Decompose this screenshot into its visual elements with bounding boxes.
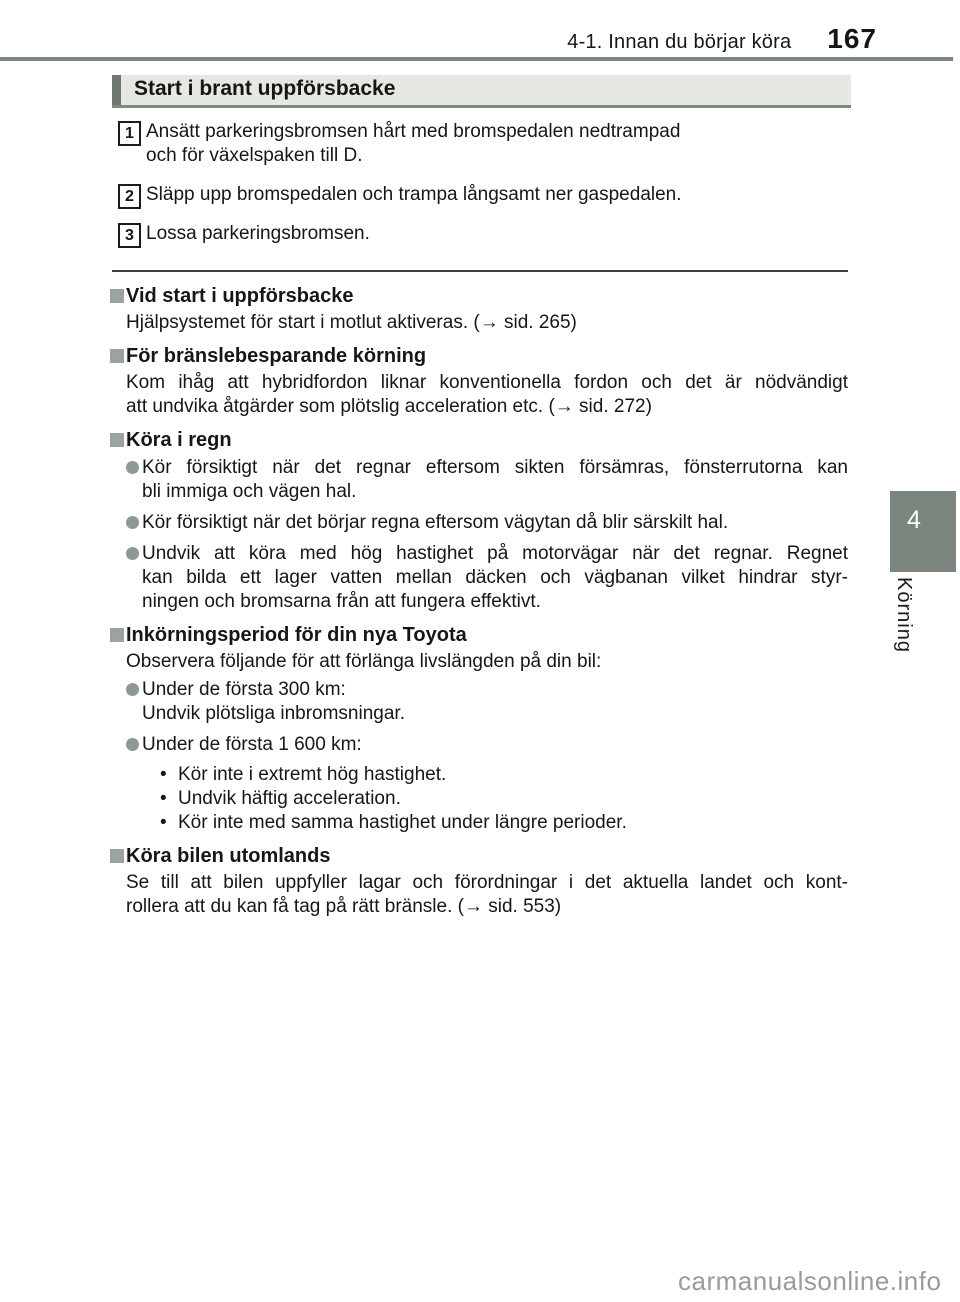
text-line-content: Lossa parkeringsbromsen. bbox=[146, 223, 370, 244]
text-line-content: rollera att du kan få tag på rätt bränsle. (→ sid. 553) bbox=[126, 896, 562, 917]
page-number: 167 bbox=[827, 23, 877, 54]
sub-bullet-text: Kör inte i extremt hög hastighet. bbox=[178, 764, 447, 785]
step-number-box: 1 bbox=[118, 121, 141, 146]
text-line bbox=[142, 566, 848, 590]
section-heading bbox=[126, 284, 848, 308]
section-title: För bränslebesparande körning bbox=[126, 345, 427, 367]
text-line-content: och för växelspaken till D. bbox=[146, 145, 363, 166]
bullet-icon bbox=[126, 516, 139, 529]
text-line-content: Kör försiktigt när det börjar regna eftersom vägytan då blir särskilt hal. bbox=[142, 512, 729, 533]
text-line-content: Hjälpsystemet för start i motlut aktiveras. (→ sid. 265) bbox=[126, 312, 577, 333]
info-section bbox=[126, 344, 848, 419]
watermark: carmanualsonline.info bbox=[678, 1266, 942, 1296]
text-line bbox=[142, 590, 848, 614]
text-line bbox=[126, 895, 848, 919]
bullet-item bbox=[126, 511, 848, 535]
text-line-content: kan bilda ett lager vatten mellan däcken och vägbanan vilket hindrar styr- bbox=[142, 567, 848, 588]
bullet-item bbox=[126, 456, 848, 504]
text-line bbox=[146, 144, 848, 168]
bullet-icon bbox=[126, 738, 139, 751]
text-line bbox=[146, 222, 848, 246]
page-header bbox=[567, 23, 877, 55]
bullet-item bbox=[126, 678, 848, 726]
chapter-label: Körning bbox=[893, 577, 915, 653]
sub-bullet-icon: • bbox=[160, 812, 167, 833]
text-line bbox=[126, 871, 848, 895]
text-line-content: ningen och bromsarna från att fungera effektivt. bbox=[142, 591, 541, 612]
info-sections bbox=[126, 284, 848, 919]
section-square-icon bbox=[110, 433, 124, 447]
sub-bullet-text: Kör inte med samma hastighet under längre perioder. bbox=[178, 812, 627, 833]
bullet-item bbox=[126, 733, 848, 757]
text-line bbox=[126, 395, 848, 419]
section-square-icon bbox=[110, 628, 124, 642]
info-section bbox=[126, 844, 848, 919]
text-line bbox=[142, 480, 848, 504]
info-section bbox=[126, 284, 848, 335]
section-title: Köra bilen utomlands bbox=[126, 845, 331, 867]
text-line bbox=[146, 183, 848, 207]
topic-title-bar bbox=[112, 75, 851, 108]
text-line-content: Släpp upp bromspedalen och trampa långsamt ner gaspedalen. bbox=[146, 184, 682, 205]
bullet-text bbox=[142, 511, 848, 535]
bullet-text bbox=[142, 733, 848, 757]
text-line bbox=[142, 702, 848, 726]
text-line bbox=[142, 511, 848, 535]
text-line bbox=[146, 120, 848, 144]
bullet-item bbox=[126, 542, 848, 614]
info-section bbox=[126, 623, 848, 835]
text-line-content: Under de första 300 km: bbox=[142, 679, 346, 700]
section-heading bbox=[126, 623, 848, 647]
bullet-text bbox=[142, 678, 848, 726]
page-content bbox=[126, 108, 848, 919]
bullet-text bbox=[142, 456, 848, 504]
step-item bbox=[118, 222, 848, 246]
section-title: Köra i regn bbox=[126, 429, 232, 451]
section-heading bbox=[126, 344, 848, 368]
text-line-content: Under de första 1 600 km: bbox=[142, 734, 362, 755]
title-accent-bar bbox=[112, 75, 121, 105]
bullet-icon bbox=[126, 683, 139, 696]
section-divider bbox=[112, 270, 848, 272]
text-line-content: Observera följande för att förlänga livslängden på din bil: bbox=[126, 651, 602, 672]
info-section bbox=[126, 428, 848, 614]
text-line bbox=[142, 456, 848, 480]
bullet-icon bbox=[126, 461, 139, 474]
sub-bullet-text: Undvik häftig acceleration. bbox=[178, 788, 401, 809]
instruction-steps bbox=[126, 120, 848, 246]
bullet-text bbox=[142, 542, 848, 614]
text-line-content: Ansätt parkeringsbromsen hårt med bromspedalen nedtrampad bbox=[146, 121, 681, 142]
sub-bullet-item bbox=[160, 787, 848, 811]
page-title: Start i brant uppförsbacke bbox=[134, 77, 396, 100]
text-line-content: Undvik plötsliga inbromsningar. bbox=[142, 703, 405, 724]
text-line-content: Kör försiktigt när det regnar eftersom sikten försämras, fönsterrutorna kan bbox=[142, 457, 848, 478]
breadcrumb: 4-1. Innan du börjar köra bbox=[567, 31, 792, 53]
bullet-icon bbox=[126, 547, 139, 560]
sub-bullet-item bbox=[160, 811, 848, 835]
text-line bbox=[126, 650, 848, 674]
section-square-icon bbox=[110, 289, 124, 303]
section-square-icon bbox=[110, 349, 124, 363]
text-line-content: bli immiga och vägen hal. bbox=[142, 481, 357, 502]
paragraph bbox=[126, 371, 848, 419]
text-line bbox=[142, 542, 848, 566]
chapter-tab bbox=[890, 491, 956, 572]
section-title: Inkörningsperiod för din nya Toyota bbox=[126, 624, 467, 646]
text-line-content: Se till att bilen uppfyller lagar och förordningar i det aktuella landet och kont- bbox=[126, 872, 848, 893]
step-item bbox=[118, 120, 848, 168]
section-heading bbox=[126, 428, 848, 452]
paragraph bbox=[126, 650, 848, 674]
paragraph bbox=[126, 311, 848, 335]
header-rule bbox=[0, 57, 953, 61]
text-line-content: Undvik att köra med hög hastighet på motorvägar när det regnar. Regnet bbox=[142, 543, 848, 564]
step-number-box: 3 bbox=[118, 223, 141, 248]
text-line bbox=[126, 371, 848, 395]
step-number-box: 2 bbox=[118, 184, 141, 209]
paragraph bbox=[126, 871, 848, 919]
section-square-icon bbox=[110, 849, 124, 863]
text-line bbox=[126, 311, 848, 335]
sub-bullet-list bbox=[126, 763, 848, 835]
sub-bullet-icon: • bbox=[160, 764, 167, 785]
text-line bbox=[142, 678, 848, 702]
chapter-number: 4 bbox=[907, 506, 921, 534]
section-heading bbox=[126, 844, 848, 868]
step-item bbox=[118, 183, 848, 207]
text-line bbox=[142, 733, 848, 757]
text-line-content: Kom ihåg att hybridfordon liknar konventionella fordon och det är nödvändigt bbox=[126, 372, 848, 393]
section-title: Vid start i uppförsbacke bbox=[126, 285, 354, 307]
sub-bullet-item bbox=[160, 763, 848, 787]
sub-bullet-icon: • bbox=[160, 788, 167, 809]
text-line-content: att undvika åtgärder som plötslig acceleration etc. (→ sid. 272) bbox=[126, 396, 652, 417]
